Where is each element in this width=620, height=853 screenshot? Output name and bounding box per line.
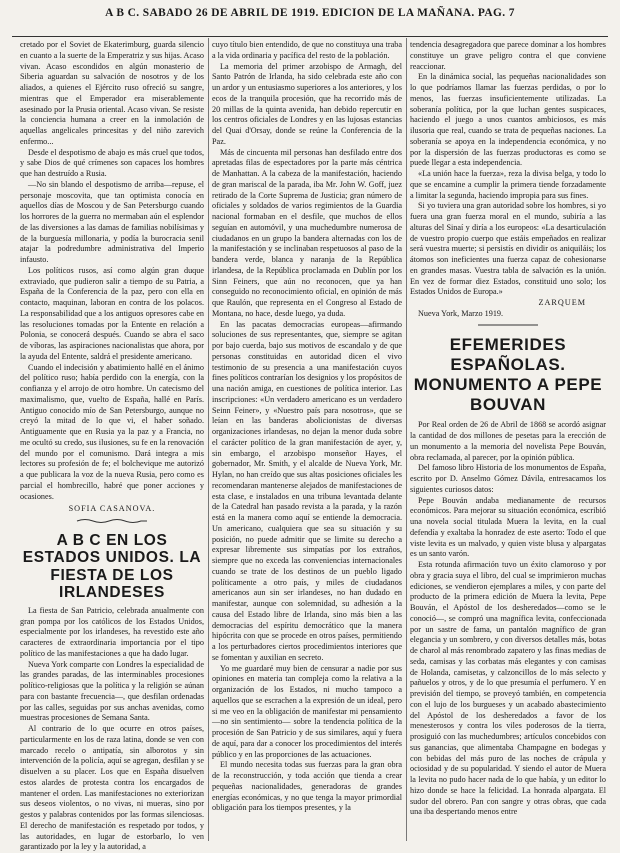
paragraph: Si yo tuviera una gran autoridad sobre los hombres, si yo fuera una gran fuerza moral en el mundo, subiría a las alturas del Sinaí y diría a los europeos: «La desarticulación de vuestro propio cuerpo que estáis empeñados en realizar será vuestra muerte; si persistís en dividir os aniquiláis; los átomos son ineficientes una fuerza capaz de cohesionarse en grandes masas. Vuestra tabla de salvación es la unión. En vez de formar diez Estados, constituid uno solo; los Estados Unidos de Europa.» <box>410 201 606 297</box>
header-rule <box>12 36 608 37</box>
article-headline: A B C EN LOS ESTADOS UNIDOS. LA FIESTA DE LOS IRLANDESES <box>22 531 202 602</box>
paragraph: cuyo título bien entendido, de que no constituya una traba a la vida ordinaria y pacífica del resto de la población. <box>212 40 402 60</box>
ornament-divider <box>410 321 606 332</box>
paragraph: Esta rotunda afirmación tuvo un éxito clamoroso y por obra y gracia suya el libro, del cual se imprimieron muchas ediciones, se vendieron ejemplares a miles, y con parte del producto de la primera edición de Muera la levita, Pepe Bouván, el Apóstol de los desheredados—como se le conoció—, se compró una magnífica levita, confeccionada por un sastre de fama, un pantalón magnífico de gran elegancia y un sombrero, y con diversos detalles más, botas de charol al más renombrado zapatero y las finas medias de seda, camisas y las corbatas más elegantes y con camisas de Holanda, camisetas, y calzoncillos de lo más selecto y pañuelos y otros, y de lo que presumía el perfumero. Y en previsión del tiempo, se proveyó también, en competencia con el lujo de los burgueses y un acabado abastecimiento del Apóstol de los desheredados a favor de los menesterosos y contra los viles poderosos de la tierra, prosiguió con las muchedumbres; artículos concebidos con sus ganancias, que alimentaba Champagne en bodegas y con bebidas del más puro de las noches de crápula y ociosidad y de su popularidad. Y siendo el autor de Muera la levita no pudo hacer nada de lo que había, y un editor lo hizo donde se hace la felicidad. La honrada alpargata. El sudor del obrero. Pan con sangre y otras obras, que cada una iba despertando menos entre <box>410 560 606 817</box>
article-headline: EFEMERIDES ESPAÑOLAS. MONUMENTO A PEPE BOUVAN <box>413 335 603 415</box>
author-signature: SOFIA CASANOVA. <box>68 504 156 514</box>
paragraph: Nueva York comparte con Londres la especialidad de las grandes paradas, de las interminables procesiones político-religiosas que la política y la religión se aúnan para con bastante frecuencia—, que desfilan ordenadas por las calles, seguidas por sus anchas avenidas, como muestras procesiones de Semana Santa. <box>20 659 204 723</box>
paragraph: En la dinámica social, las pequeñas nacionalidades son lo que podríamos llamar las fuerzas perdidas, o por lo menos, las fuerzas insuficientemente utilizadas. La soberanía política, por la que luchan gentes suspicaces, haciendo el juego a unos cuantos ambiciosos, es más ilusoria que real, cuando se trata de pequeñas naciones. La soberanía se apoya en la independencia económica, y no por la dispersión de las fuerzas productoras es como se puede llegar a esta independencia. <box>410 72 606 168</box>
ornament-divider <box>20 517 204 528</box>
author-signature: ZARQUEM <box>538 298 586 307</box>
paragraph: Más de cincuenta mil personas han desfilado entre dos apretadas filas de espectadores por la parte más céntrica de Manhattan. A la cabeza de la manifestación, haciendo de gran mariscal de la parada, iba Mr. John W. Goff, juez retirado de la Corte Suprema de Justicia; gran número de oficiales y soldados de varios regimientos de la Guardia nacional formaban en el desfile, que muchos de ellos seguían en automóvil, y una muchedumbre numerosa de ciudadanos en un grupo la bandera alternadas con los de la manifestación y se inclinaban respetuosos al paso de la bandera verde, blanca y naranja de la República irlandesa, de la República proclamada en Dublín por los Sinn Feiners, que aún no reconocen, que ya han conseguido no reconocimiento oficial, en opinión de más que Raulón, que representa en el Congreso al Estado de Montana, no hace, desde luego, ya duda. <box>212 147 402 318</box>
paragraph: —No sin blando el despotismo de arriba—repuse, el personaje moscovita, que tan optimista conocía en aquellos días de Moscou y de San Petersburgo cuando los horrores de la guerra no mermaban aún el esplendor de las diversiones a las damas de familias nobilísimas y de la burguesía millonaria, y podía la burocracia senil atajar la podredumbre administrativa del Imperio infausto. <box>20 179 204 264</box>
paragraph: Por Real orden de 26 de Abril de 1868 se acordó asignar la cantidad de dos millones de pesetas para la erección de un monumento a la memoria del novelista Pepe Bouván, obra reclamada, al parecer, por la opinión pública. <box>410 420 606 462</box>
paragraph: Pepe Bouván andaba medianamente de recursos económicos. Para mejorar su situación económica, escribió una novela social titulada Muera la levita, en la cual defendía y exaltaba la honradez de este aserto: Todo el que viste levita es un malvado, y quien viste blusa y alpargatas es un santo varón. <box>410 495 606 559</box>
paragraph: En las pacatas democracias europeas—afirmando soluciones de sus representantes, que, siempre se agitan por bajo cuerda, bajo sus motivos de escandalo y de que personas constituidas en autoridad dicen el vivo testimonio de su presencia a una manifestación cuyos fines políticos contrarían los designios y los propósitos de una nación amiga, en cuestiones de política interior. Las inscripciones: «Un verdadero americano es un verdadero Seinn Feiner», y «Nuestro país para nosotros», que se leían en las banderas abolicionistas de diversas organizaciones irlandesas, no dejan la menor duda sobre el carácter político de la gran manifestación de ayer, y, sin embargo, el arzobispo monseñor Hayes, el gobernador, Mr. Smith, y el alcalde de Nueva York, Mr. Hylan, no han creído que sus altas posiciones oficiales les recomendaran mantenerse alejados de manifestaciones de esta clase, e instalados en una tribuna levantada delante de la Catedral han pasado revista a la parada, y la razón está en la manera como aquí se entiende la democracia. Un americano, cualquiera que sea su situación y su posición, no puede admitir que se limite su derecho a expresar libremente sus simpatías por los extraños, siempre que no exceda las conveniencias internacionales cuando se trate de los destinos de un pueblo ligado políticamente a otro país, y miles de ciudadanos americanos aun sin ser irlandeses, no han dudado en manifestar, aunque con solemnidad, su adhesión a la causa del Estado libre de Irlanda, sino más bien a las democracias del espíritu democrático que la manera hipócrita con que se procede en otros países, permitiendo a los perturbadores ciertos procedimientos interiores que se fomentan y auxilian en secreto. <box>212 319 402 662</box>
paragraph: La memoria del primer arzobispo de Armagh, del Santo Patrón de Irlanda, ha sido celebrada este año con un ardor y un entusiasmo superiores a los anteriores, y los ecos de la tranquila procesión, que ha recorrido más de 20 millas de la quinta avenida, han debido repercutir en los centros oficiales de Londres y en las lujosas estancias del Quai d'Orsay, donde se reúne la Conferencia de la Paz. <box>212 61 402 146</box>
column-3 <box>410 40 606 841</box>
paragraph: Al contrario de lo que ocurre en otros países, particularmente en los de raza latina, donde se ven con marcado recelo o antipatía, sin alborotos y sin intervención de la policía, aquí se agregan, desfilan y se disuelven a su placer. Los que en España disuelven estos alardes de protesta contra los encargados de mantener el orden. Las manifestaciones no exteriorizan sus deseos violentos, o no vivas, ni mueras, sino por gestos y palabras contenidos por las formas silenciosas. El derecho de manifestación es respetado por todos, y las autoridades, en lugar de estorbarlo, lo ven garantizado por la ley y la autoridad, a <box>20 724 204 852</box>
column-divider <box>208 38 209 841</box>
paragraph: El mundo necesita todas sus fuerzas para la gran obra de la reconstrucción, y toda acción que tienda a crear pequeñas nacionalidades, generadoras de grandes energías económicas, y no que tenga la mayor primordial obligación para los tiempos presentes, y la <box>212 760 402 813</box>
column-2 <box>212 40 402 841</box>
paragraph: Cuando el indecisión y abatimiento hallé en el ánimo del político ruso; había perdido con la energía, con la confianza y el arrojo de otro hombre. Un catecismo del maximalismo, que, vuelto de España, hallé en París. Antiguo conocido mío de San Petersburgo, aunque no creyó la mitad de lo que vi, el haber soñado. Antiguamente que en Rusia ya la paz y a Francia, no me ocultó su credo, sus ilusiones, su fe en la renovación del mundo por el comunismo. Dará integra a mis lectores su profesión de fe; el bolchevique me autorizó a que publicara la voz de la nueva Rusia, pero como es parcial el hombrecillo, habré que poner acciones y ocasiones. <box>20 362 204 501</box>
paragraph: tendencia desagregadora que parece dominar a los hombres constituye un grave peligro contra el que conviene reaccionar. <box>410 40 606 71</box>
running-header: A B C. SABADO 26 DE ABRIL DE 1919. EDICION DE LA MAÑANA. PAG. 7 <box>105 7 515 19</box>
paragraph: Yo me guardaré muy bien de censurar a nadie por sus opiniones en materia tan compleja como la relativa a la organización de los Estados, ni mucho tampoco a aquellos que se escrachen a la expresión de un ideal, pero si me veo en la obligación de manifestar mi pensamiento—no sin sentimiento— sobre la tendencia política de la procesión de San Patricio y de sus similares, aquí y fuera de aquí, para dar a conocer los procedimientos del interés público y en las proporciones de las actuaciones. <box>212 663 402 759</box>
paragraph: Desde el despotismo de abajo es más cruel que todos, y sabe Dios de qué crímenes son capaces los hombres que han destruído a Rusia. <box>20 147 204 178</box>
column-1 <box>20 40 204 852</box>
column-divider <box>406 38 407 841</box>
paragraph: cretado por el Soviet de Ekaterimburg, guarda silencio en cuanto a la suerte de la Emperatriz y sus hijas. Acaso vivan. Acaso escondidos en algún monasterio de Siberia aguardan su salvación de nosotros y de los aliados, a quienes el Ejército ruso ofreció su sangre, mientras que el Emperador era miserablemente asesinado por la Prusia oriental. Acaso vivan. Se resiste la conciencia humana a creer en la inmolación de aquellas angelicales princesitas y del niño zarevich enfermo... <box>20 40 204 146</box>
paragraph: «La unión hace la fuerza», reza la divisa belga, y todo lo que se encamine a cumplir la primera tiende forzadamente a limitar la segunda, haciendo impropia para sus fines. <box>410 169 606 200</box>
paragraph: Los políticos rusos, así como algún gran duque extraviado, que pudieron salir a tiempo de su Patria, a España de la Conferencia de la paz, pero con ella en contacto, maquinan, laboran en contra de los polacos. La responsabilidad que a los antiguos opresores cabe en las resoluciones tomadas por la Entente en relación a Polonia, se conocerá después. Cuando se abra el saco de víboras, las aspiraciones nacionalistas que ahora, por la ayuda del Entente, saldrá el presidente americano. <box>20 265 204 361</box>
paragraph: Del famoso libro Historia de los monumentos de España, escrito por D. Anselmo Gómez Dávila, entresacamos los siguientes curiosos datos: <box>410 463 606 494</box>
page-header <box>8 6 612 36</box>
dateline: Nueva York, Marzo 1919. <box>418 308 504 318</box>
paragraph: La fiesta de San Patricio, celebrada anualmente con gran pompa por los católicos de los Estados Unidos, especialmente por los irlandeses, ha revestido este año caracteres de extraordinaria importancia por el tipo político de las manifestaciones a que ha dado lugar. <box>20 605 204 658</box>
